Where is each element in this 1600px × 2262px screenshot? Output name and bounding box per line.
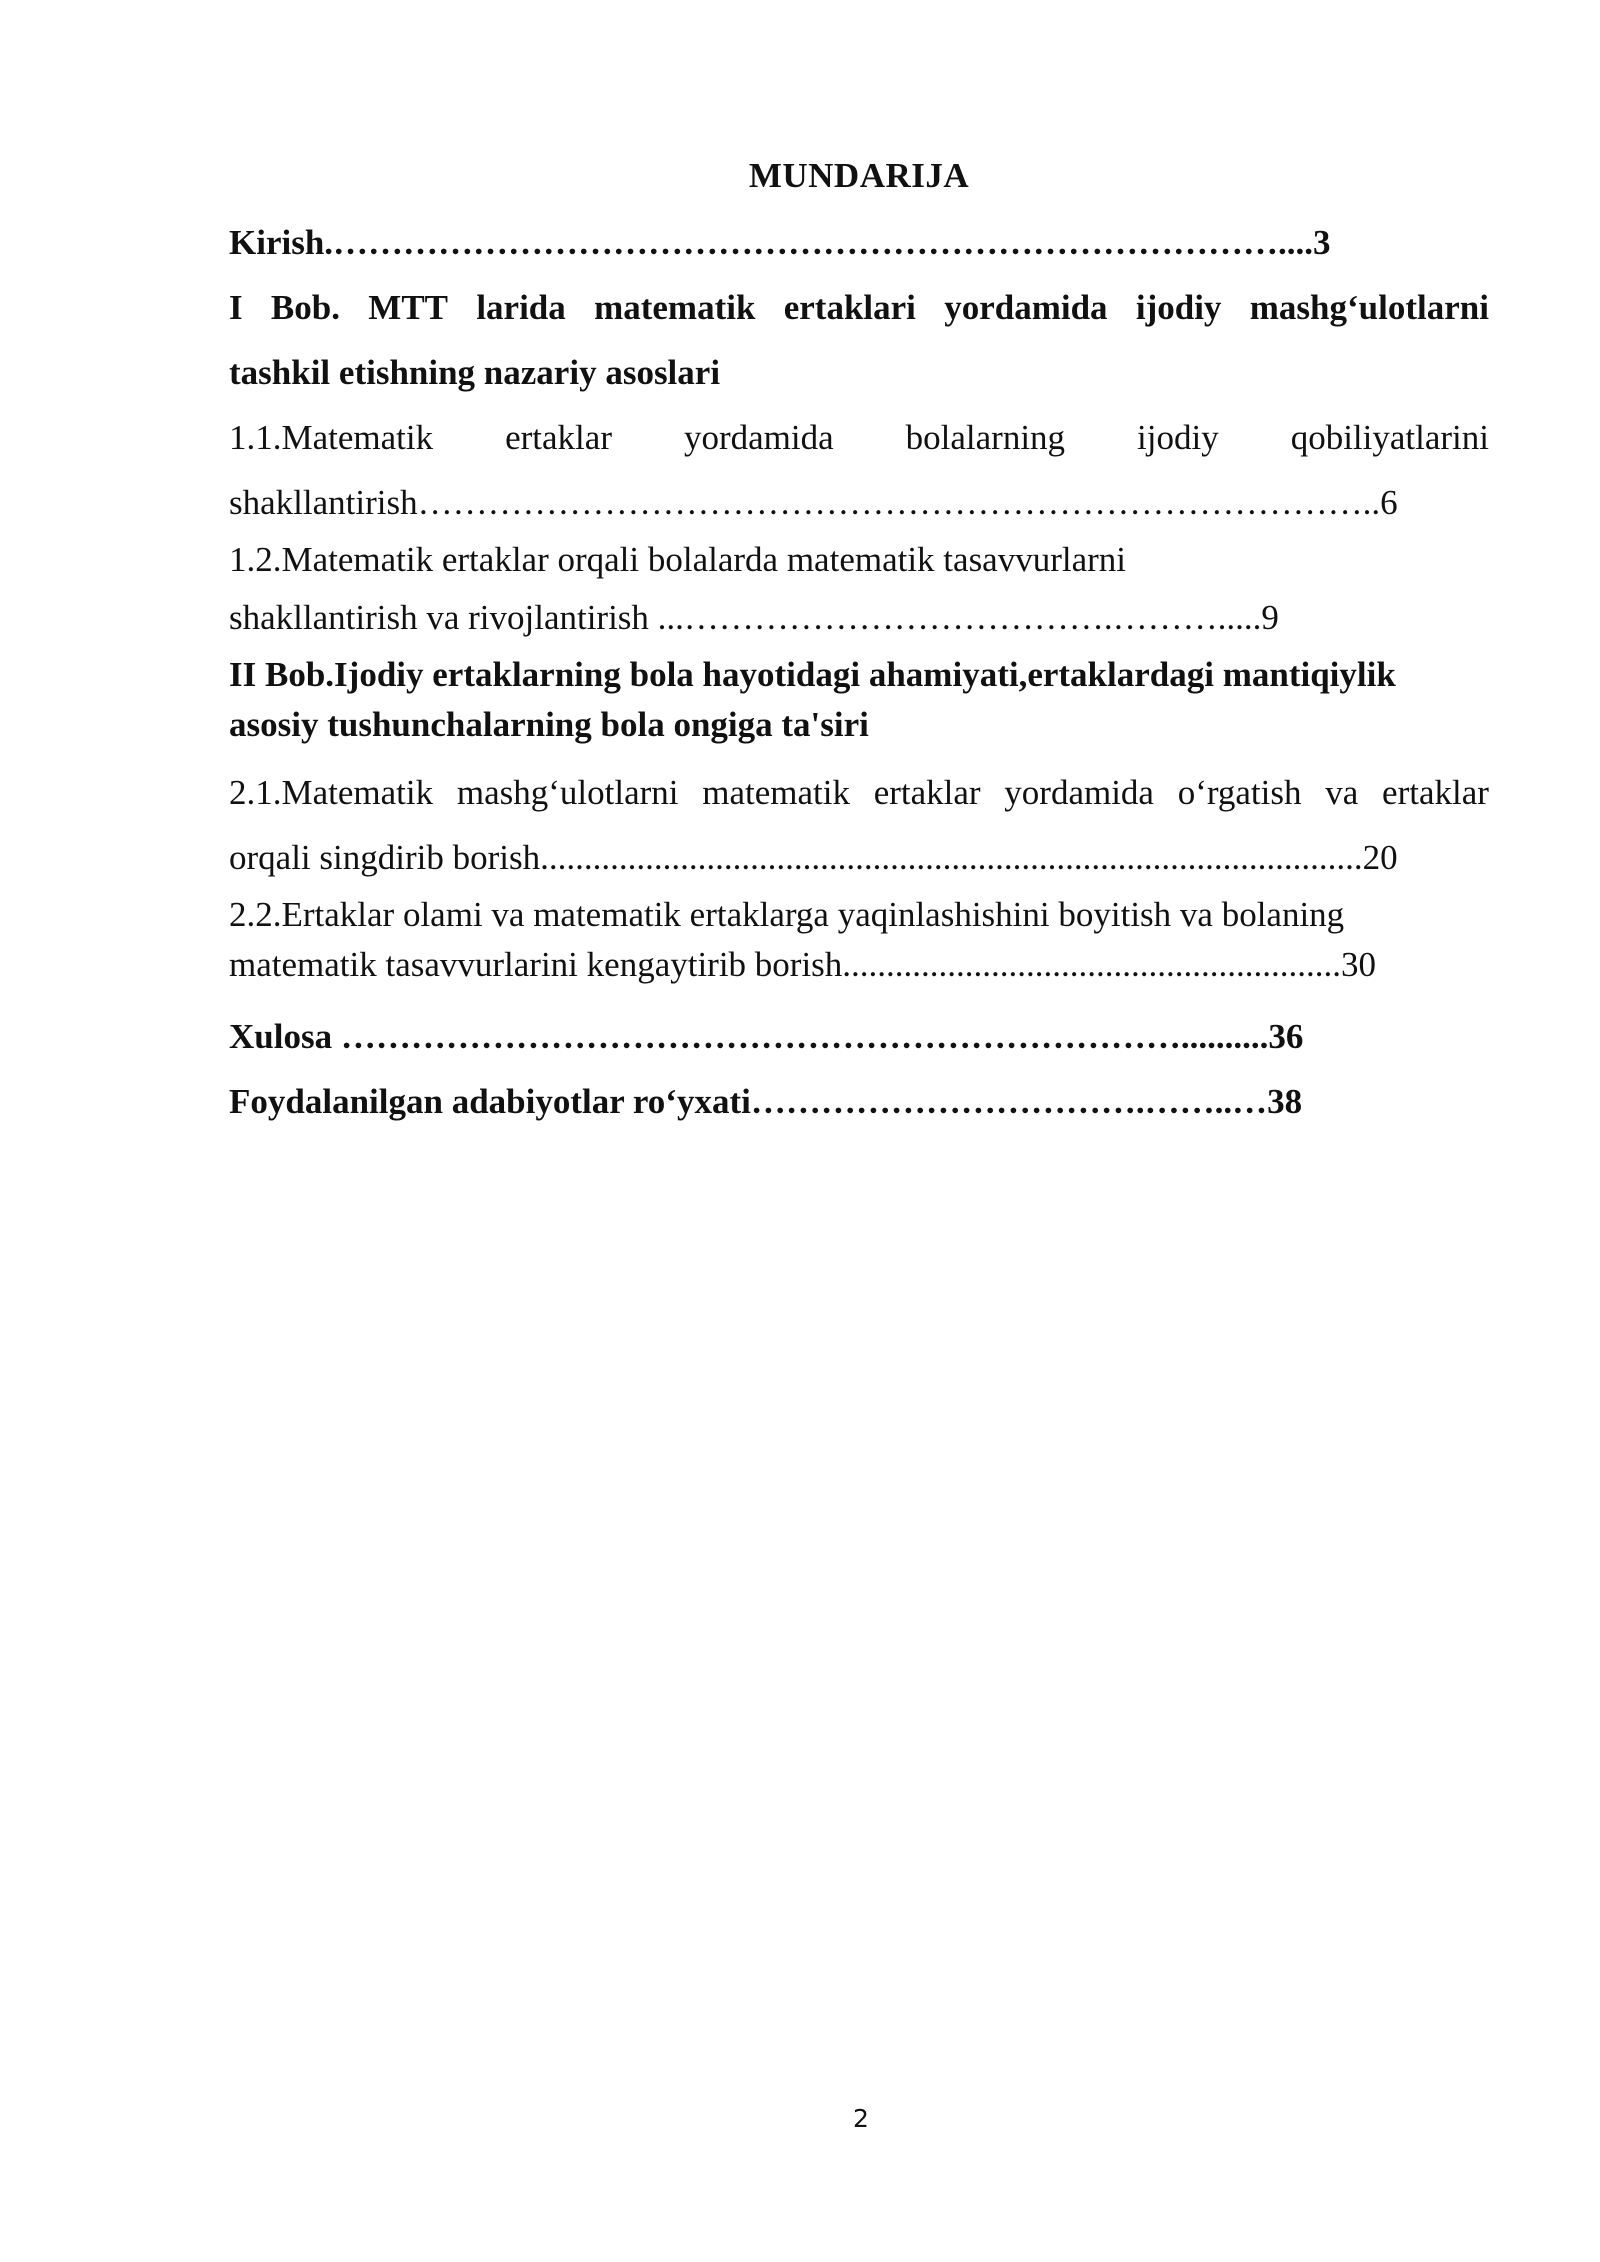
toc-word: qobiliyatlarini [1290, 418, 1489, 457]
toc-entry-kirish: Kirish.………………………………………………………………………....3 [229, 223, 1331, 262]
toc-word: ertaklari [783, 288, 916, 327]
toc-word: ijodiy [1137, 418, 1219, 457]
toc-title: MUNDARIJA [748, 156, 970, 195]
toc-word: MTT [368, 288, 449, 327]
toc-entry-bob1-line2: tashkil etishning nazariy asoslari [229, 353, 721, 392]
toc-word: matematik [702, 773, 850, 812]
toc-word: yordamida [1004, 773, 1154, 812]
toc-word: bolalarning [905, 418, 1066, 457]
toc-spacer [229, 990, 1489, 1004]
toc-word: mashg‘ulotlarni [1249, 288, 1489, 327]
toc-entry-2-1-line2: orqali singdirib borish..............................................................................................20 [229, 838, 1398, 877]
toc-word: matematik [594, 288, 756, 327]
toc-entry-adabiyotlar: Foydalanilgan adabiyotlar ro‘yxati…………………………….……..…38 [229, 1082, 1303, 1121]
toc-word: larida [476, 288, 566, 327]
page-number: 2 [853, 2104, 869, 2133]
toc-entry-1-2-line2: shakllantirish va rivojlantirish ...……………………………….……….....9 [229, 598, 1279, 637]
toc-entry-bob1-line1 [229, 275, 1489, 340]
toc-word: I [229, 288, 243, 327]
toc-entry-1-1-line2: shakllantirish………………………………………………………………………..6 [229, 483, 1398, 522]
toc-entry-xulosa: Xulosa ………………………………………………………………..........36 [229, 1017, 1304, 1056]
toc-word: yordamida [944, 288, 1108, 327]
toc-word: ertaklar [1382, 773, 1489, 812]
toc-entry-1-1-line1 [229, 405, 1489, 470]
toc-entry-2-2-line1: 2.2.Ertaklar olami va matematik ertaklarga yaqinlashishini boyitish va bolaning [229, 895, 1345, 934]
toc-word: Bob. [270, 288, 340, 327]
toc-entry-2-2-line2: matematik tasavvurlarini kengaytirib borish.........................................................30 [229, 945, 1377, 984]
toc-word: 2.1.Matematik [229, 773, 434, 812]
toc-word: yordamida [683, 418, 834, 457]
toc-word: va [1325, 773, 1359, 812]
toc-spacer [229, 750, 1489, 760]
toc-entry-1-2-line1: 1.2.Matematik ertaklar orqali bolalarda matematik tasavvurlarni [229, 540, 1127, 579]
toc-entry-bob2-line2: asosiy tushunchalarning bola ongiga ta'siri [229, 705, 869, 744]
toc-word: ertaklar [505, 418, 612, 457]
toc-word: ijodiy [1135, 288, 1222, 327]
toc-word: ertaklar [873, 773, 981, 812]
toc-word: mashg‘ulotlarni [456, 773, 679, 812]
toc-word: 1.1.Matematik [229, 418, 434, 457]
toc-word: o‘rgatish [1177, 773, 1302, 812]
table-of-contents [229, 150, 1489, 1134]
toc-entry-bob2-line1: II Bob.Ijodiy ertaklarning bola hayotidagi ahamiyati,ertaklardagi mantiqiylik [229, 655, 1396, 694]
toc-entry-2-1-line1 [229, 760, 1489, 825]
